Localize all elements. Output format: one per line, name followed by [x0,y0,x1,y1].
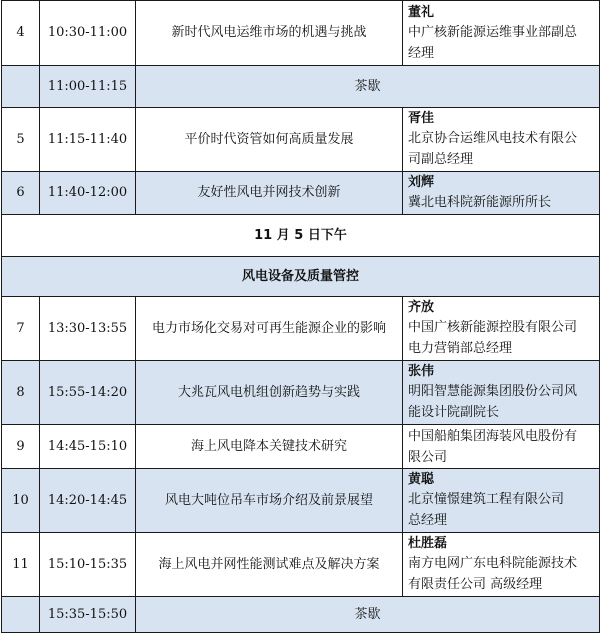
table-row [2,297,600,361]
session-topic: 风电大吨位吊车市场介绍及前景展望 [136,469,403,533]
speaker-name: 杜胜磊 [408,536,448,551]
session-time: 14:45-15:10 [40,425,136,469]
speaker-title-line: 有限责任公司 高级经理 [408,577,543,592]
session-time: 10:30-11:00 [40,1,136,66]
speaker-title-line: 电力营销部总经理 [408,341,513,356]
session-time: 15:55-14:20 [40,361,136,425]
session-topic: 大兆瓦风电机组创新趋势与实践 [136,361,403,425]
session-topic: 友好性风电并网技术创新 [136,172,403,215]
speaker-title-line: 限公司 [408,449,448,465]
table-row [2,66,600,108]
table-row [2,533,600,597]
session-topic: 新时代风电运维市场的机遇与挑战 [136,1,403,66]
session-number: 9 [2,425,40,469]
speaker-title-line: 经理 [408,45,435,61]
speaker-title-line: 司副总经理 [408,152,474,167]
speaker-name: 黄聪 [408,472,435,487]
empty-cell [2,66,40,108]
speaker-cell [403,172,600,215]
session-number: 10 [2,469,40,533]
speaker-title-line: 能设计院副院长 [408,405,500,420]
speaker-title-line: 中广核新能源运维事业部副总 [408,24,578,40]
session-topic: 电力市场化交易对可再生能源企业的影响 [136,297,403,361]
session-topic: 海上风电并网性能测试难点及解决方案 [136,533,403,597]
speaker-cell [403,469,600,533]
session-time: 15:10-15:35 [40,533,136,597]
break-label: 茶歇 [136,597,600,633]
section-heading: 风电设备及质量管控 [2,257,600,297]
table-row [2,257,600,297]
speaker-name: 董礼 [408,4,435,20]
session-time: 14:20-14:45 [40,469,136,533]
break-label: 茶歇 [136,66,600,108]
speaker-cell [403,533,600,597]
break-time: 11:00-11:15 [40,66,136,108]
speaker-title-line: 北京憧憬建筑工程有限公司 [408,492,565,507]
table-row [2,108,600,172]
speaker-cell [403,1,600,66]
speaker-title-line: 总经理 [408,513,448,528]
table-row [2,469,600,533]
empty-cell [2,597,40,633]
speaker-title-line: 南方电网广东电科院能源技术 [408,556,578,571]
session-number: 11 [2,533,40,597]
session-time: 13:30-13:55 [40,297,136,361]
speaker-cell [403,297,600,361]
speaker-title-line: 中国船舶集团海装风电股份有 [408,428,578,444]
table-row [2,597,600,633]
session-number: 5 [2,108,40,172]
speaker-title-line: 明阳智慧能源集团股份公司风 [408,384,578,399]
section-heading: 11 月 5 日下午 [2,215,600,257]
speaker-name: 胥佳 [408,111,435,126]
speaker-name: 刘辉 [408,175,435,190]
session-number: 6 [2,172,40,215]
table-row [2,1,600,66]
speaker-cell [403,108,600,172]
session-time: 11:40-12:00 [40,172,136,215]
speaker-title-line: 冀北电科院新能源所所长 [408,195,552,210]
speaker-title-line: 北京协合运维风电技术有限公 [408,131,578,146]
session-topic: 平价时代资管如何高质量发展 [136,108,403,172]
speaker-cell [403,361,600,425]
break-time: 15:35-15:50 [40,597,136,633]
table-row [2,172,600,215]
table-row [2,425,600,469]
speaker-name: 齐放 [408,300,435,315]
session-time: 11:15-11:40 [40,108,136,172]
speaker-name: 张伟 [408,364,435,379]
speaker-title-line: 中国广核新能源控股有限公司 [408,320,578,335]
session-number: 8 [2,361,40,425]
table-row [2,361,600,425]
table-row [2,215,600,257]
session-topic: 海上风电降本关键技术研究 [136,425,403,469]
speaker-cell [403,425,600,469]
session-number: 4 [2,1,40,66]
session-number: 7 [2,297,40,361]
agenda-table [1,0,600,633]
